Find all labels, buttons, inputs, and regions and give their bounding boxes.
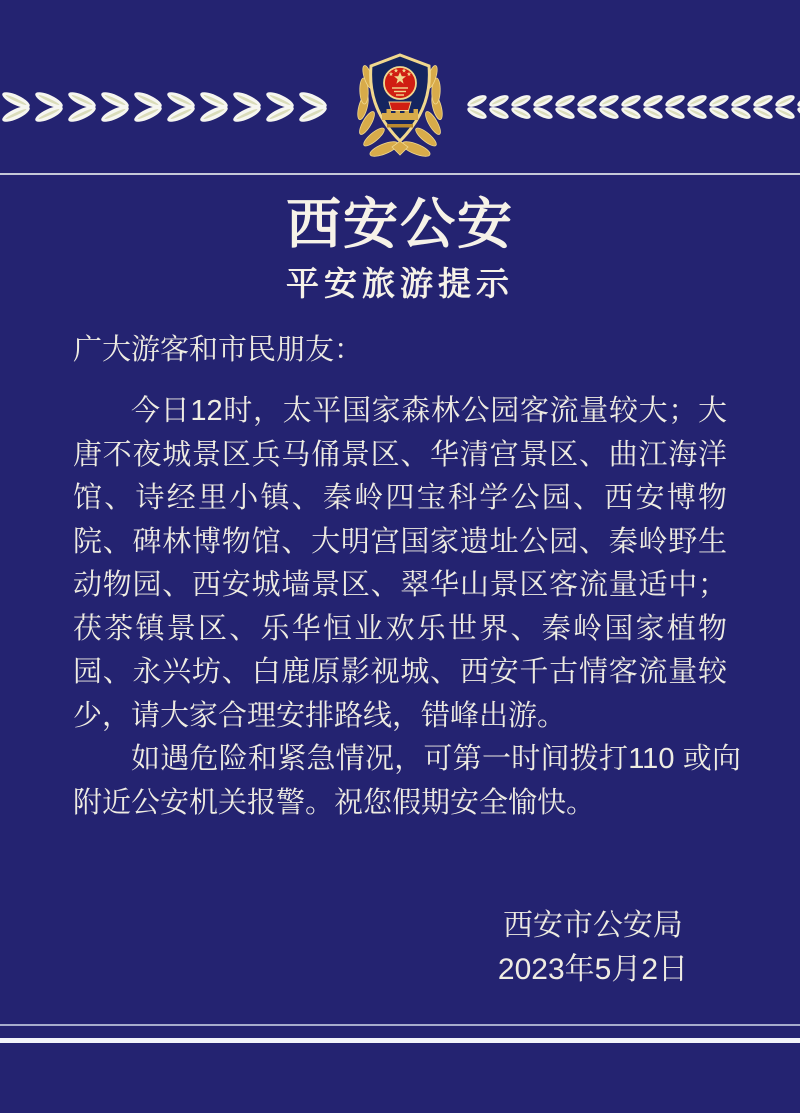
notice-body xyxy=(0,328,800,992)
signature-org: 西安市公安局 xyxy=(502,909,683,942)
laurel-chevrons-left-icon xyxy=(0,90,340,124)
page-subtitle: 平安旅游提示 xyxy=(286,265,514,302)
footer-divider-thin xyxy=(0,1024,800,1026)
salutation: 广大游客和市民朋友： xyxy=(73,334,364,366)
paragraph-traffic-status: 今日12时，太平国家森林公园客流量较大；大唐不夜城景区兵马俑景区、华清宫景区、曲江海洋馆、诗经里小镇、秦岭四宝科学公园、西安博物院、碑林博物馆、大明宫国家遗址公园、秦岭野生动物园、西安城墙景区、翠华山景区客流量适中；茯茶镇景区、乐华恒业欢乐世界、秦岭国家植物园、永兴坊、白鹿原影视城、西安千古情客流量较少，请大家合理安排路线，错峰出游。 xyxy=(73,395,727,732)
page-title: 西安公安 xyxy=(285,193,514,255)
signature-inner xyxy=(498,904,688,992)
footer-divider-thick xyxy=(0,1038,800,1043)
laurel-chevrons-right-icon xyxy=(463,90,800,124)
signature-date: 2023年5月2日 xyxy=(497,953,688,986)
header-divider xyxy=(0,173,800,175)
police-badge-icon xyxy=(352,44,448,168)
paragraph-emergency-advice: 如遇危险和紧急情况，可第一时间拨打110 或向附近公安机关报警。祝您假期安全愉快。 xyxy=(73,743,741,819)
signature-block xyxy=(0,904,800,992)
